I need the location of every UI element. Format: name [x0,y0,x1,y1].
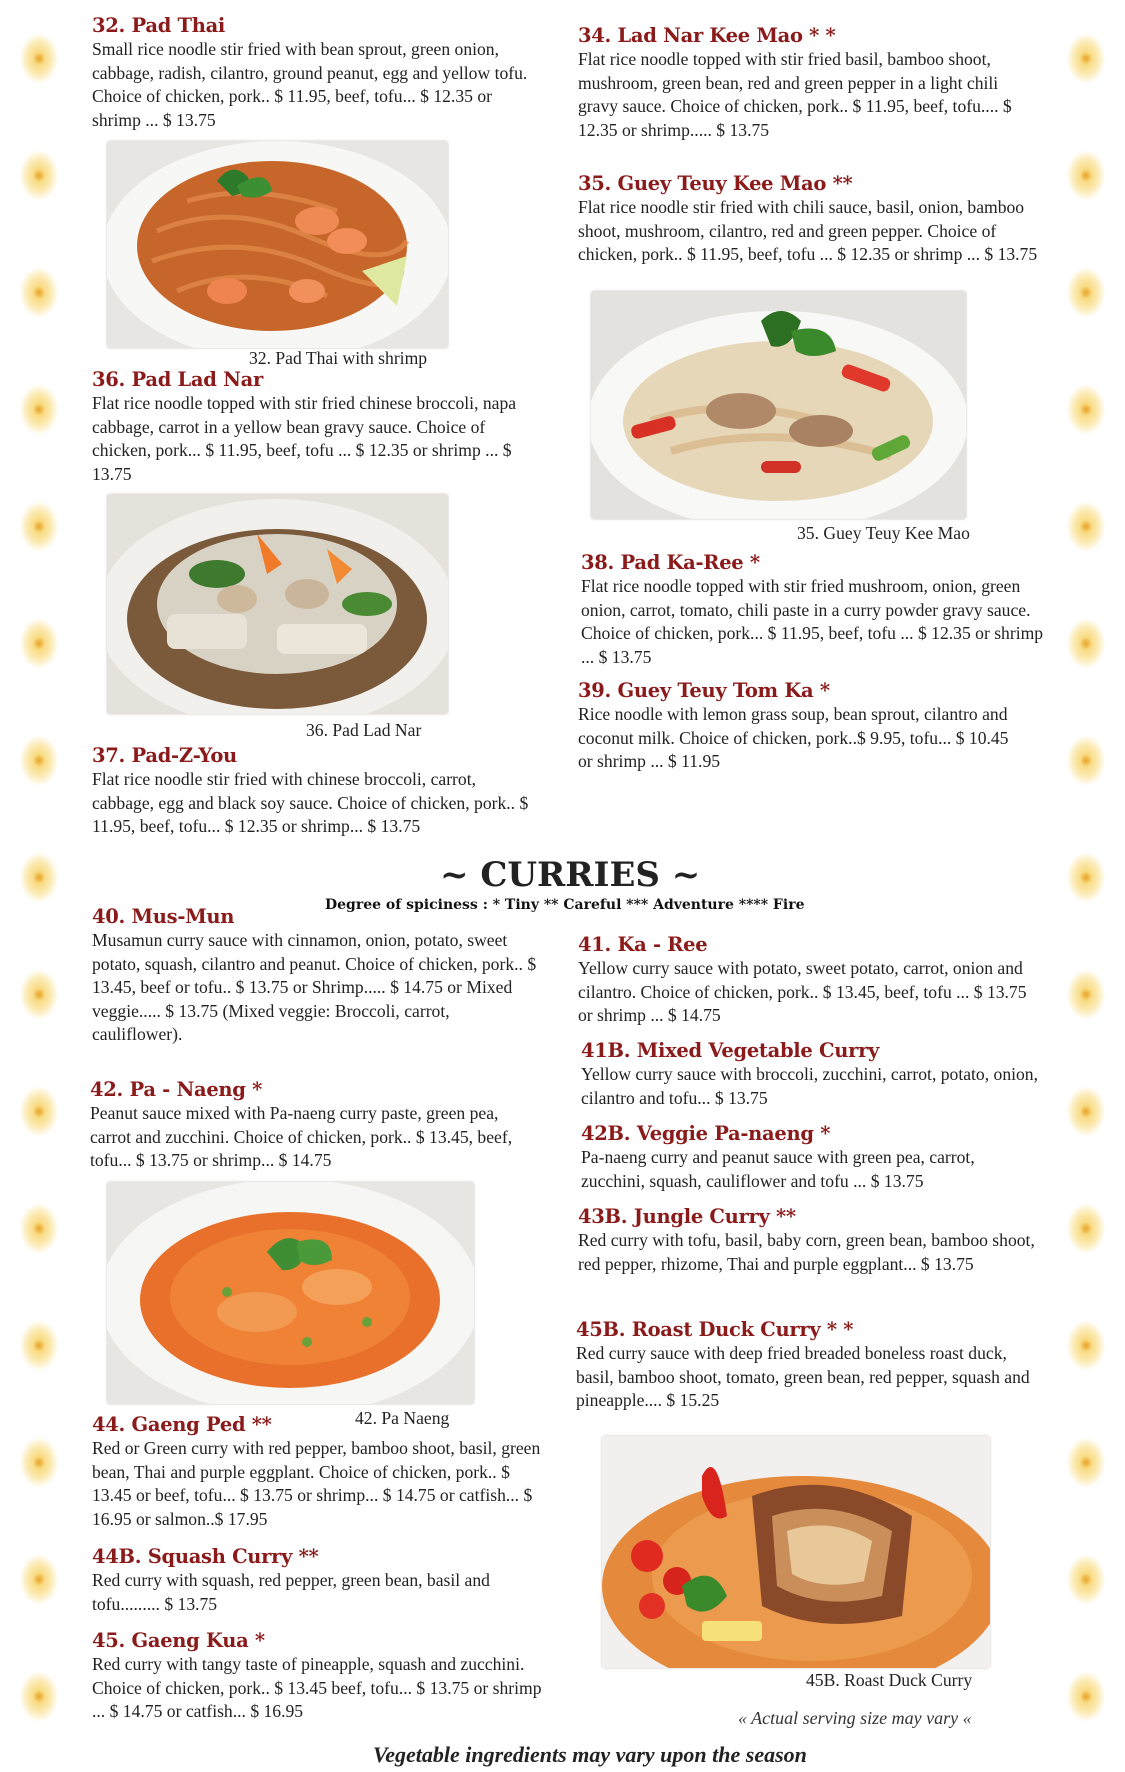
item-title: 43B. Jungle Curry ** [578,1205,796,1228]
decorative-border-right [1053,0,1119,1772]
menu-item-45b [576,1318,1036,1413]
item-description: Flat rice noodle topped with stir fried mushroom, onion, green onion, carrot, tomato, chili paste in a curry powder gravy sauce. Choice of chicken, pork... $ 11.95, beef, tofu ... $ 12.35 or shrimp ... $ 13.75 [581,576,1044,667]
item-description: Yellow curry sauce with broccoli, zucchini, carrot, potato, onion, cilantro and tofu... $ 13.75 [581,1064,1038,1108]
item-description: Rice noodle with lemon grass soup, bean sprout, cilantro and coconut milk. Choice of chicken, pork..$ 9.95, tofu... $ 10.45 or shrimp ... $ 11.95 [578,704,1009,771]
item-title: 40. Mus-Mun [92,905,235,928]
item-title: 35. Guey Teuy Kee Mao ** [578,172,853,195]
menu-item-45 [92,1629,542,1724]
item-title: 34. Lad Nar Kee Mao * * [578,24,836,47]
menu-item-42b [581,1122,1041,1193]
item-description: Red or Green curry with red pepper, bamboo shoot, basil, green bean, Thai and purple eggplant. Choice of chicken, pork.. $ 13.45 or beef, tofu... $ 13.75 or shrimp... $ 14.75 or catfish... $ 16.95 or salmon..$ 17.95 [92,1438,541,1529]
menu-item-41 [578,933,1038,1028]
menu-item-42 [90,1078,540,1173]
photo-pa-naeng [107,1182,474,1404]
item-description: Small rice noodle stir fried with bean sprout, green onion, cabbage, radish, cilantro, ground peanut, egg and yellow tofu. Choice of chicken, pork.. $ 11.95, beef, tofu... $ 12.35 or shrimp ... $ 13.75 [92,39,528,130]
menu-item-34 [578,24,1038,142]
item-description: Flat rice noodle stir fried with chinese broccoli, carrot, cabbage, egg and black soy sauce. Choice of chicken, pork.. $ 11.95, beef, tofu... $ 12.35 or shrimp... $ 13.75 [92,769,529,836]
caption-32: 32. Pad Thai with shrimp [249,348,428,368]
item-description: Red curry sauce with deep fried breaded boneless roast duck, basil, bamboo shoot, tomato, green bean, red pepper, squash and pineapple.... $ 15.25 [576,1343,1030,1410]
caption-35: 35. Guey Teuy Kee Mao [797,523,970,543]
item-title: 45. Gaeng Kua * [92,1629,265,1652]
item-title: 32. Pad Thai [92,14,226,37]
menu-item-43b [578,1205,1038,1276]
caption-42: 42. Pa Naeng [355,1408,450,1428]
item-title: 38. Pad Ka-Ree * [581,551,760,574]
menu-item-32 [92,14,532,132]
footer-note: Vegetable ingredients may vary upon the season [373,1742,807,1767]
item-description: Flat rice noodle stir fried with chili sauce, basil, onion, bamboo shoot, mushroom, cilantro, red and green pepper. Choice of chicken, pork.. $ 11.95, beef, tofu ... $ 12.35 or shrimp ... $ 13.75 [578,197,1038,264]
menu-item-39 [578,679,1018,774]
caption-45b: 45B. Roast Duck Curry [806,1670,973,1690]
menu-item-36 [92,368,532,486]
item-title: 37. Pad-Z-You [92,744,237,767]
decorative-border-left [6,0,72,1772]
item-title: 42B. Veggie Pa-naeng * [581,1122,831,1145]
item-description: Pa-naeng curry and peanut sauce with green pea, carrot, zucchini, squash, cauliflower and tofu ... $ 13.75 [581,1147,975,1191]
menu-item-44b [92,1545,542,1616]
caption-36: 36. Pad Lad Nar [306,720,422,740]
item-title: 42. Pa - Naeng * [90,1078,263,1101]
item-description: Flat rice noodle topped with stir fried chinese broccoli, napa cabbage, carrot in a yellow bean gravy sauce. Choice of chicken, pork... $ 11.95, beef, tofu ... $ 12.35 or shrimp ... $ 13.75 [92,393,517,484]
item-title: 44. Gaeng Ped ** [92,1413,272,1436]
spice-legend: Degree of spiciness : * Tiny ** Careful *** Adventure **** Fire [325,897,805,913]
menu-item-44 [92,1413,542,1531]
serving-size-note: « Actual serving size may vary « [738,1708,972,1728]
menu-item-41b [581,1039,1041,1110]
menu-item-35 [578,172,1048,267]
photo-guey-teuy-kee-mao [591,291,966,519]
item-description: Peanut sauce mixed with Pa-naeng curry paste, green pea, carrot and zucchini. Choice of chicken, pork.. $ 13.45, beef, tofu... $ 13.75 or shrimp... $ 14.75 [90,1103,513,1170]
item-description: Musamun curry sauce with cinnamon, onion, potato, sweet potato, squash, cilantro and peanut. Choice of chicken, pork.. $ 13.45, beef or tofu.. $ 13.75 or Shrimp..... $ 14.75 or Mixed veggie..... $ 13.75 (Mixed veggie: Broccoli, carrot, cauliflower). [92,930,537,1044]
item-title: 45B. Roast Duck Curry * * [576,1318,854,1341]
item-description: Flat rice noodle topped with stir fried basil, bamboo shoot, mushroom, green bean, red and green pepper in a light chili gravy sauce. Choice of chicken, pork.. $ 11.95, beef, tofu.... $ 12.35 or shrimp..... $ 13.75 [578,49,1012,140]
item-title: 41B. Mixed Vegetable Curry [581,1039,880,1062]
item-title: 44B. Squash Curry ** [92,1545,319,1568]
item-description: Red curry with tangy taste of pineapple, squash and zucchini. Choice of chicken, pork.. $ 13.45 beef, tofu... $ 13.75 or shrimp ... $ 14.75 or catfish... $ 16.95 [92,1654,542,1721]
item-title: 41. Ka - Ree [578,933,708,956]
photo-pad-lad-nar [107,494,448,714]
item-description: Yellow curry sauce with potato, sweet potato, carrot, onion and cilantro. Choice of chicken, pork.. $ 13.45, beef, tofu ... $ 13.75 or shrimp ... $ 14.75 [578,958,1027,1025]
item-description: Red curry with tofu, basil, baby corn, green bean, bamboo shoot, red pepper, rhizome, Thai and purple eggplant... $ 13.75 [578,1230,1035,1274]
menu-item-37 [92,744,542,839]
menu-item-38 [581,551,1051,669]
section-title-curries: ~ CURRIES ~ [440,855,701,895]
item-title: 36. Pad Lad Nar [92,368,263,391]
item-title: 39. Guey Teuy Tom Ka * [578,679,830,702]
photo-roast-duck-curry [602,1436,990,1668]
menu-item-40 [92,905,542,1047]
photo-pad-thai [107,141,448,348]
item-description: Red curry with squash, red pepper, green bean, basil and tofu......... $ 13.75 [92,1570,490,1614]
